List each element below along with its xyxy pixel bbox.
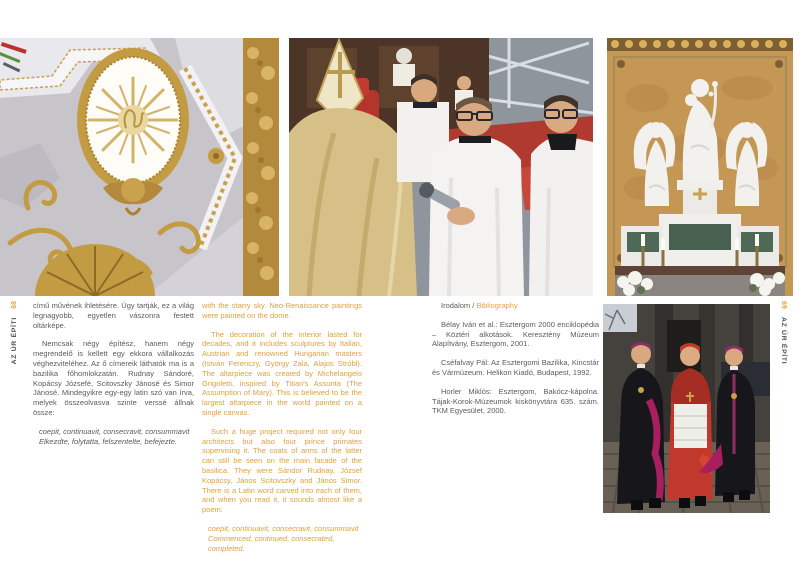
bibliography-entry: Cséfalvay Pál: Az Esztergomi Bazilika, Kincstár és Vármúzeum. Helikon Kiadó, Budapest, 1992. <box>432 358 599 377</box>
latin-poem-english <box>208 524 362 553</box>
hungarian-text-column <box>33 301 194 446</box>
english-paragraph-1: with the starry sky. Neo-Renaissance paintings were painted on the dome. <box>202 301 362 320</box>
bibliography-entry: Horler Miklós: Esztergom, Bakócz-kápolna. Tájak-Korok-Múzeumok kiskönyvtára 635. szám. TKM Egyesület, 2000. <box>432 386 599 416</box>
poem-latin-line: coepit, continuavit, consecravit, consummavit <box>39 426 190 436</box>
english-text-column <box>202 301 362 553</box>
bibliography-heading-english: Bibliography <box>476 301 518 310</box>
page-number-left: 68 <box>11 301 18 309</box>
ceremony-photo <box>289 38 593 296</box>
baroque-ceiling-photo <box>0 38 279 296</box>
bibliography-column <box>432 301 599 425</box>
bibliography-entry: Bélay Iván et al.: Esztergom 2000 enciklopédia – Köztéri alkotások. Keresztény Múzeum Alapítvány, Esztergom, 2001. <box>432 319 599 349</box>
latin-poem-hungarian <box>39 427 194 447</box>
bibliography-heading <box>432 301 599 311</box>
poem-hungarian-line: Elkezdte, folytatta, felszentelte, befejezte. <box>39 436 177 446</box>
poem-english-line: Commenced, continued, consecrated, completed. <box>208 533 335 553</box>
cardinal-bishops-photo <box>603 304 770 513</box>
chapter-tab-right: AZ ÚR ÉPÍTI <box>780 317 787 365</box>
altar-statues-photo <box>607 38 793 296</box>
english-paragraph-2: The decoration of the interior lasted for decades, and it includes sculptures by Italian, Austrian and renowned Hungarian masters (István Ferenczy, György Zala, Alajos Stróbl). The altarpiece was created by Michelangelo Grigoletti, inspired by Titian's Assunta (The Assumption of Mary). This is believed to be the largest altarpiece in the world painted on a single canvas. <box>202 329 362 417</box>
english-paragraph-3: Such a huge project required not only four architects but also four prince primates supervising it. The coats of arms of the latter can still be seen on the main facade of the basilica. They were Sándor Rudnay, József Kopácsy, János Scitovszky and János Simor. There is a Latin word carved into each of them, and when you read it, it sounds almost like a poem: <box>202 426 362 515</box>
poem-latin-line: coepit, continuavit, consecravit, consummavit <box>208 523 359 533</box>
hungarian-paragraph-2: Nemcsak négy építész, hanem négy megrendelő is kellett egy ekkora vállalkozás véghezviteléhez. Az ő címereik láthatók ma is a bazilika főhomlokzatán. Rudnay Sándoré, Kopácsy Józsefé, Scitovszky Jánosé és Simor Jánosé. Mindegyikre egy-egy latin szó van írva, melyek összeolvasva szinte verssé állnak össze: <box>33 339 194 417</box>
bibliography-heading-hungarian: Irodalom / <box>441 301 477 310</box>
hungarian-paragraph-1: című művének ihletésére. Úgy tartják, ez a világ legnagyobb, egyetlen vászonra festett oltárképe. <box>33 301 194 330</box>
page-number-right: 69 <box>780 301 787 309</box>
chapter-tab-left: AZ ÚR ÉPÍTI <box>11 317 18 365</box>
